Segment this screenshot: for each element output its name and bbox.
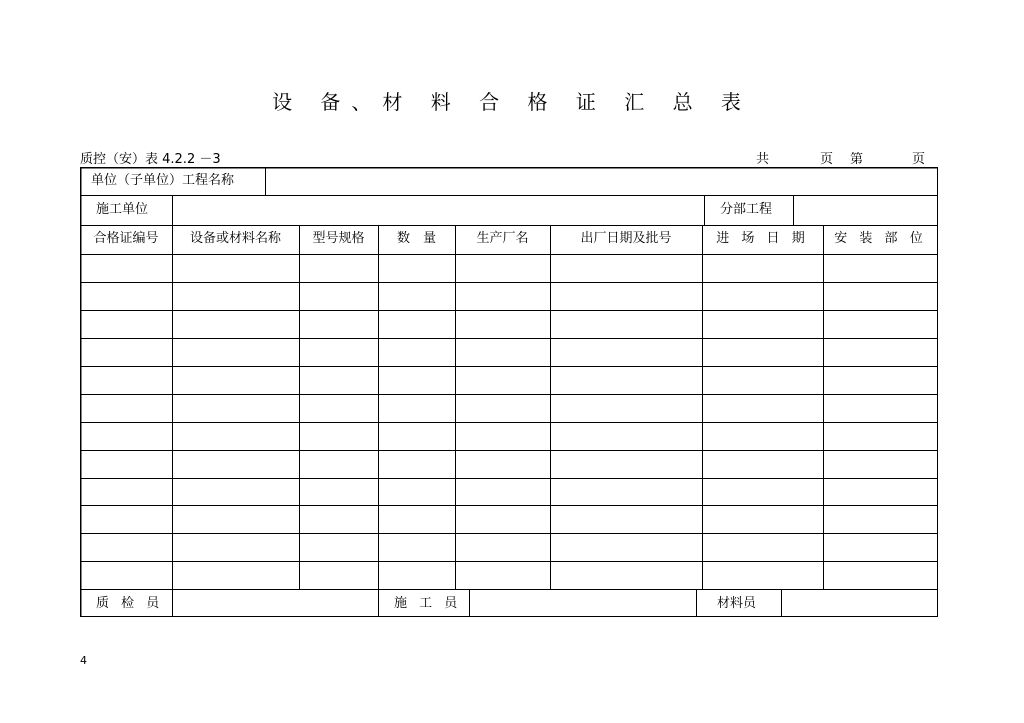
table-cell[interactable] [84, 511, 168, 527]
table-cell[interactable] [176, 484, 295, 500]
table-cell[interactable] [554, 316, 698, 332]
table-cell[interactable] [382, 372, 451, 388]
table-cell[interactable] [554, 567, 698, 583]
table-cell[interactable] [84, 372, 168, 388]
material-clerk-field[interactable] [787, 596, 932, 612]
table-cell[interactable] [459, 567, 546, 583]
table-cell[interactable] [554, 400, 698, 416]
quality-inspector-label: 质 检 员 [96, 596, 164, 611]
table-cell[interactable] [382, 456, 451, 472]
table-cell[interactable] [706, 428, 819, 444]
table-cell[interactable] [459, 260, 546, 276]
table-cell[interactable] [706, 316, 819, 332]
table-cell[interactable] [176, 316, 295, 332]
table-cell[interactable] [84, 539, 168, 555]
table-cell[interactable] [382, 539, 451, 555]
column-header-manufacturer: 生产厂名 [476, 231, 529, 246]
table-cell[interactable] [827, 288, 934, 304]
page-label-ye-1: 页 [820, 152, 834, 167]
table-cell[interactable] [303, 484, 374, 500]
table-cell[interactable] [84, 288, 168, 304]
table-cell[interactable] [554, 288, 698, 304]
table-cell[interactable] [827, 260, 934, 276]
table-cell[interactable] [459, 316, 546, 332]
table-cell[interactable] [176, 288, 295, 304]
table-cell[interactable] [827, 511, 934, 527]
table-cell[interactable] [554, 511, 698, 527]
table-cell[interactable] [382, 344, 451, 360]
column-header-install-location: 安 装 部 位 [834, 231, 927, 246]
table-cell[interactable] [382, 288, 451, 304]
material-clerk-label: 材料员 [717, 596, 757, 611]
table-cell[interactable] [382, 260, 451, 276]
table-cell[interactable] [459, 456, 546, 472]
form-code: 质控（安）表 4.2.2 －3 [80, 152, 221, 167]
project-name-label: 单位（子单位）工程名称 [91, 173, 235, 188]
quality-inspector-field[interactable] [178, 596, 372, 612]
table-cell[interactable] [84, 456, 168, 472]
table-cell[interactable] [84, 428, 168, 444]
table-cell[interactable] [176, 511, 295, 527]
table-cell[interactable] [303, 316, 374, 332]
table-cell[interactable] [176, 428, 295, 444]
column-header-equipment-name: 设备或材料名称 [189, 231, 281, 246]
table-cell[interactable] [827, 456, 934, 472]
table-cell[interactable] [84, 567, 168, 583]
table-cell[interactable] [382, 511, 451, 527]
table-cell[interactable] [827, 344, 934, 360]
table-cell[interactable] [706, 260, 819, 276]
table-cell[interactable] [382, 400, 451, 416]
subsection-label: 分部工程 [720, 202, 773, 217]
table-cell[interactable] [554, 456, 698, 472]
table-cell[interactable] [827, 316, 934, 332]
table-cell[interactable] [706, 539, 819, 555]
construction-unit-label: 施工单位 [96, 202, 149, 217]
table-cell[interactable] [706, 344, 819, 360]
table-cell[interactable] [303, 344, 374, 360]
table-cell[interactable] [459, 511, 546, 527]
table-cell[interactable] [706, 567, 819, 583]
table-cell[interactable] [827, 400, 934, 416]
table-cell[interactable] [84, 316, 168, 332]
table-cell[interactable] [84, 344, 168, 360]
table-cell[interactable] [303, 539, 374, 555]
column-header-arrival-date: 进 场 日 期 [716, 231, 809, 246]
project-name-field[interactable] [272, 173, 932, 189]
table-cell[interactable] [303, 400, 374, 416]
table-cell[interactable] [176, 400, 295, 416]
builder-field[interactable] [475, 596, 690, 612]
subsection-field[interactable] [799, 202, 931, 218]
column-header-model-spec: 型号规格 [312, 231, 365, 246]
table-cell[interactable] [706, 456, 819, 472]
page-number: 4 [80, 654, 87, 667]
table-cell[interactable] [84, 484, 168, 500]
table-cell[interactable] [303, 288, 374, 304]
table-cell[interactable] [554, 484, 698, 500]
table-cell[interactable] [827, 539, 934, 555]
page-total-label: 共 [756, 152, 770, 167]
table-cell[interactable] [303, 372, 374, 388]
table-cell[interactable] [382, 484, 451, 500]
table-cell[interactable] [554, 428, 698, 444]
table-cell[interactable] [459, 372, 546, 388]
builder-label: 施 工 员 [394, 596, 462, 611]
table-cell[interactable] [706, 484, 819, 500]
table-cell[interactable] [459, 428, 546, 444]
table-cell[interactable] [84, 400, 168, 416]
table-cell[interactable] [554, 539, 698, 555]
table-cell[interactable] [303, 260, 374, 276]
table-cell[interactable] [84, 260, 168, 276]
table-cell[interactable] [382, 428, 451, 444]
column-header-certificate-no: 合格证编号 [93, 231, 159, 246]
table-cell[interactable] [382, 316, 451, 332]
table-cell[interactable] [827, 484, 934, 500]
page-label-di: 第 [850, 152, 864, 167]
table-cell[interactable] [303, 511, 374, 527]
table-cell[interactable] [554, 344, 698, 360]
summary-form-table [80, 167, 938, 617]
table-cell[interactable] [176, 372, 295, 388]
table-cell[interactable] [706, 400, 819, 416]
table-cell[interactable] [176, 344, 295, 360]
table-cell[interactable] [176, 567, 295, 583]
column-header-production-date-batch: 出厂日期及批号 [580, 231, 672, 246]
table-cell[interactable] [706, 372, 819, 388]
table-cell[interactable] [459, 484, 546, 500]
page-label-ye-2: 页 [912, 152, 926, 167]
table-cell[interactable] [827, 567, 934, 583]
table-cell[interactable] [176, 539, 295, 555]
table-cell[interactable] [554, 260, 698, 276]
column-header-quantity: 数 量 [396, 231, 436, 246]
table-cell[interactable] [459, 344, 546, 360]
table-cell[interactable] [827, 372, 934, 388]
table-cell[interactable] [176, 260, 295, 276]
table-cell[interactable] [303, 428, 374, 444]
table-cell[interactable] [303, 456, 374, 472]
table-cell[interactable] [459, 539, 546, 555]
table-cell[interactable] [827, 428, 934, 444]
table-cell[interactable] [706, 288, 819, 304]
table-cell[interactable] [706, 511, 819, 527]
table-cell[interactable] [382, 567, 451, 583]
table-cell[interactable] [459, 400, 546, 416]
table-cell[interactable] [303, 567, 374, 583]
table-cell[interactable] [176, 456, 295, 472]
table-cell[interactable] [459, 288, 546, 304]
construction-unit-field[interactable] [178, 202, 698, 218]
table-cell[interactable] [554, 372, 698, 388]
document-title: 设 备、材 料 合 格 证 汇 总 表 [272, 90, 752, 114]
